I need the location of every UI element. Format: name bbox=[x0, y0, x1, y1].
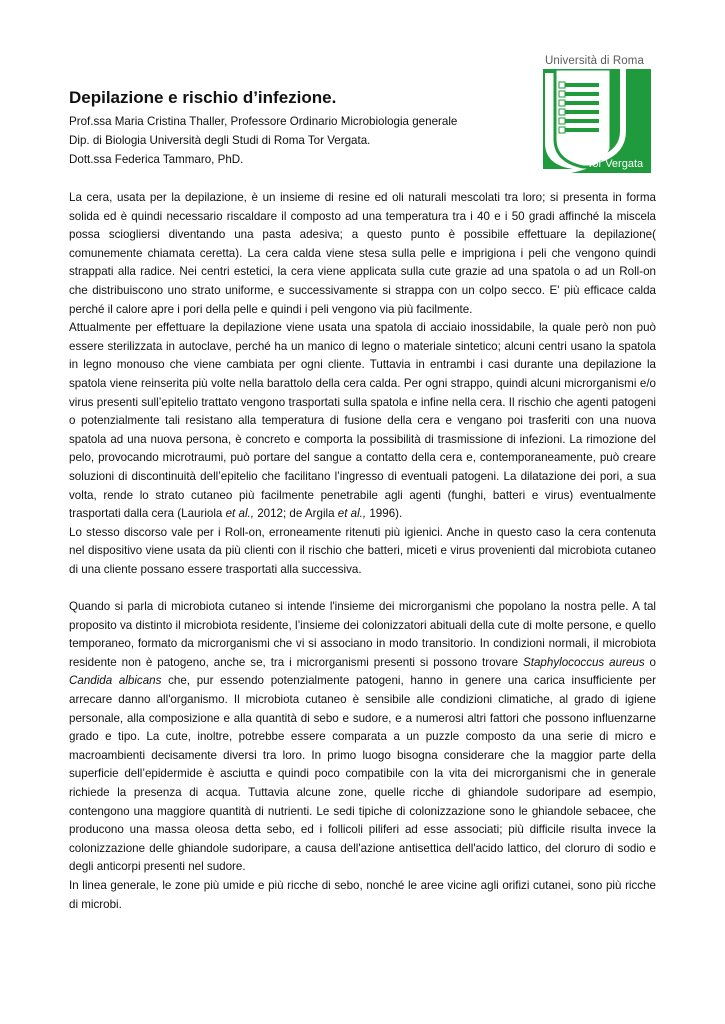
paragraph-microbiota-rest: che, pur essendo potenzialmente patogeni, hanno in genere una carica insufficiente per arrecare danno all'organismo. Il microbiota cutaneo è sensibile alle condizioni climatiche, al grado di igiene personale, alla composizione e alla quantità di sebo e sudore, e a numerosi altri fattori che possono influenzarne grado e tipo. La cute, inoltre, potrebbe essere comparata a un puzzle composto da una serie di micro e macroambienti decisamente diversi tra loro. In primo luogo bisogna considerare che la maggior parte della superficie dell’epidermide è asciutta e quindi poco compatibile con la vita dei microrganismi che in generale richiede la presenza di acqua. Tuttavia alcune zone, quelle ricche di ghiandole sudoripare ad esempio, contengono una maggiore quantità di nutrienti. Le sedi tipiche di colonizzazione sono le ghiandole sebacee, che producono una massa oleosa detta sebo, ed i follicoli piliferi ad esse associati; più difficile risulta invece la colonizzazione delle ghiandole sudoripare, a causa dell'azione antisettica dell'acido lattico, del cloruro di sodio e degli anticorpi presenti nel sudore. bbox=[69, 674, 656, 874]
logo-university-name: Università di Roma bbox=[545, 55, 644, 67]
paragraph-spatula-text: Attualmente per effettuare la depilazione viene usata una spatola di acciaio inossidabile, la quale però non può essere sterilizzata in autoclave, perché ha un manico di legno o materiale sintetico; alcuni centri usano la spatola in legno monouso che viene cambiata per ogni cliente. Tuttavia in entrambi i casi durante una depilazione la spatola viene reinserita più volte nella barattolo della cera calda. Per ogni strappo, quindi alcuni microrganismi e/o virus presenti sull’epitelio trattato vengono trasportati sulla spatola e infine nella cera. Il rischio che agenti patogeni o potenzialmente tali resistano alla temperatura di fusione della cera e vengano poi trasferiti con una nuova spatola ad una nuova persona, è concreto e comporta la possibilità di trasmissione di infezioni. La rimozione del pelo, provocando microtraumi, può portare del sangue a contatto della cera e, contemporaneamente, può creare soluzioni di discontinuità dell’epitelio che facilitano l’ingresso di eventuali patogeni. La dilatazione dei pori, a sua volta, rende lo strato cutaneo più facilmente penetrabile agli agenti (funghi, batteri e virus) eventualmente trasportati dalla cera (Lauriola bbox=[69, 321, 656, 521]
paragraph-microbiota bbox=[69, 598, 656, 877]
species-staphylococcus: Staphylococcus aureus bbox=[523, 655, 645, 669]
conjunction-text: o bbox=[644, 655, 657, 669]
paragraph-microbiota-text: Quando si parla di microbiota cutaneo si intende l'insieme dei microrganismi che popolano la nostra pelle. A tal proposito va distinto il microbiota residente, l’insieme dei colonizzatori abituali della cute di molte persone, e quello temporaneo, formato da microrganismi che vi si associano in modo transitorio. In condizioni normali, il microbiota residente non è patogeno, anche se, tra i microrganismi presenti si possono trovare bbox=[69, 600, 656, 669]
department-line: Dip. di Biologia Università degli Studi di Roma Tor Vergata. bbox=[69, 134, 371, 147]
paragraph-wax: La cera, usata per la depilazione, è un insieme di resine ed oli naturali mescolati tra loro; si presenta in forma solida ed è quindi necessario riscaldare il composto ad una temperatura tra i 40 e i 50 gradi affinché la miscela possa sciogliersi diventando una pasta adesiva; a questo punto è possibile effettuare la depilazione( comunemente chiamata ceretta). La cera calda viene stesa sulla pelle e imprigiona i peli che vengono quindi strappati alla radice. Nei centri estetici, la cera viene applicata sulla cute grazie ad una spatola o ad un Roll-on che distribuiscono uno strato uniforme, e successivamente si strappa con un colpo secco. E' più efficace calda perché il calore apre i pori della pelle e quindi i peli vengono via più facilmente. bbox=[69, 191, 656, 316]
citation-etal-1: et al., bbox=[225, 507, 254, 521]
paragraph-roll-on: Lo stesso discorso vale per i Roll-on, erroneamente ritenuti più igienici. Anche in questo caso la cera contenuta nel dispositivo viene usata da più clienti con il rischio che batteri, miceti e virus provenienti dal microbiota cutaneo di una cliente possano essere trasportati alla successiva. bbox=[69, 525, 656, 576]
paragraph-spatula bbox=[69, 319, 656, 524]
university-logo bbox=[541, 55, 653, 173]
author-line: Prof.ssa Maria Cristina Thaller, Professore Ordinario Microbiologia generale bbox=[69, 115, 458, 128]
citation-etal-2: et al., bbox=[337, 507, 367, 521]
citation-text-1: 2012; de Argila bbox=[253, 507, 338, 521]
document-title: Depilazione e rischio d’infezione. bbox=[69, 88, 337, 107]
species-candida: Candida albicans bbox=[69, 674, 162, 688]
article-body bbox=[69, 189, 656, 914]
paragraph-conclusion: In linea generale, le zone più umide e più ricche di sebo, nonché le aree vicine agli orifizi cutanei, sono più ricche di microbi. bbox=[69, 878, 656, 911]
logo-campus-name: Tor Vergata bbox=[586, 158, 644, 170]
citation-text-2: 1996). bbox=[366, 507, 403, 521]
coauthor-line: Dott.ssa Federica Tammaro, PhD. bbox=[69, 153, 244, 166]
